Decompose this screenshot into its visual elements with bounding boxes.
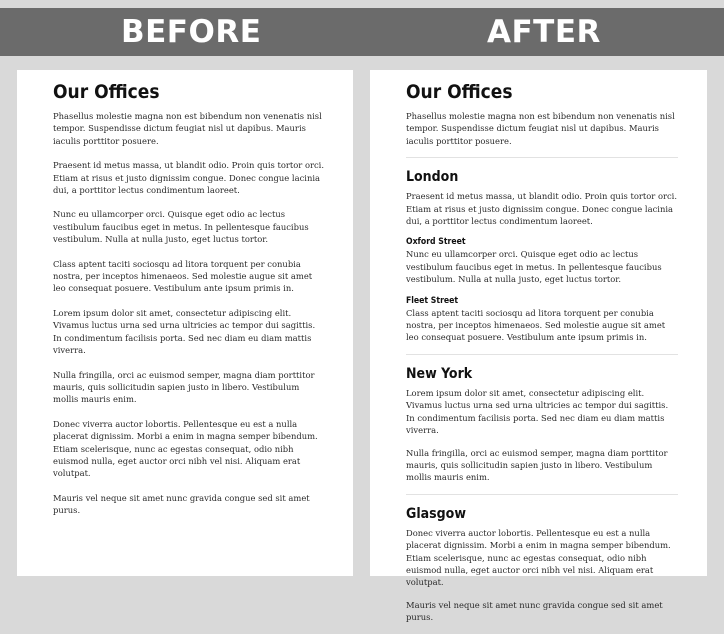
before-paragraph: Mauris vel neque sit amet nunc gravida congue sed sit amet purus. (53, 492, 310, 516)
oxford-street-paragraph: Nunc eu ullamcorper orci. Quisque eget odio ac lectus vestibulum faucibus eget in metus. In pellentesque faucibus vestibulum. Nulla at nulla justo, eget luctus tortor. (406, 249, 662, 285)
fleet-street-paragraph: Class aptent taciti sociosqu ad litora torquent per conubia nostra, per inceptos himenaeos. Sed molestie augue sit amet leo consequat posuere. Vestibulum ante ipsum primis in. (406, 307, 666, 343)
before-paragraph: Donec viverra auctor lobortis. Pellentesque eu est a nulla placerat dignissim. Morbi a enim in magna semper bibendum. Etiam scelerisque, nunc ac egestas consequat, odio nibh euismod nulla, eget auctor orci nibh vel nisi. Aliquam erat volutpat. (53, 418, 318, 479)
after-content (406, 80, 678, 634)
oxford-street-heading: Oxford Street (406, 237, 466, 248)
before-page (17, 70, 353, 576)
glasgow-section (406, 494, 678, 624)
fleet-street-heading: Fleet Street (406, 295, 459, 306)
glasgow-paragraph: Donec viverra auctor lobortis. Pellentesque eu est a nulla placerat dignissim. Morbi a enim in magna semper bibendum. Etiam scelerisque, nunc ac egestas consequat, odio nibh euismod nulla, eget auctor orci nibh vel nisi. Aliquam erat volutpat. (406, 527, 671, 588)
after-page (370, 70, 707, 623)
new-york-paragraph: Lorem ipsum dolor sit amet, consectetur adipiscing elit. Vivamus luctus urna sed urna ultricies ac tempor dui sagittis. In condimentum facilisis porta. Sed nec diam eu diam mattis viverra. (406, 387, 669, 436)
comparison-header-bar (0, 8, 724, 56)
london-heading: London (406, 169, 459, 186)
london-section (406, 157, 678, 344)
glasgow-paragraph: Mauris vel neque sit amet nunc gravida congue sed sit amet purus. (406, 599, 663, 623)
before-paragraph: Lorem ipsum dolor sit amet, consectetur adipiscing elit. Vivamus luctus urna sed urna ultricies ac tempor dui sagittis. In condimentum facilisis porta. Sed nec diam eu diam mattis viverra. (53, 307, 316, 356)
before-paragraph: Praesent id metus massa, ut blandit odio. Proin quis tortor orci. Etiam at risus et justo dignissim congue. Donec congue lacinia dui, a porttitor lectus condimentum laoreet. (53, 160, 325, 196)
before-paragraph: Nulla fringilla, orci ac euismod semper, magna diam porttitor mauris, quis sollicitudin sapien justo in libero. Vestibulum mollis mauris enim. (53, 369, 315, 405)
before-page-title: Our Offices (53, 81, 160, 103)
london-paragraph: Praesent id metus massa, ut blandit odio. Proin quis tortor orci. Etiam at risus et justo dignissim congue. Donec congue lacinia dui, a porttitor lectus condimentum laoreet. (406, 191, 678, 227)
after-label: AFTER (487, 14, 601, 50)
after-intro-paragraph: Phasellus molestie magna non est bibendum non venenatis nisl tempor. Suspendisse dictum feugiat nisl ut dapibus. Mauris iaculis porttitor posuere. (406, 111, 675, 146)
before-paragraph: Class aptent taciti sociosqu ad litora torquent per conubia nostra, per inceptos himenaeos. Sed molestie augue sit amet leo consequat posuere. Vestibulum ante ipsum primis in. (53, 258, 313, 294)
new-york-paragraph: Nulla fringilla, orci ac euismod semper, magna diam porttitor mauris, quis sollicitudin sapien justo in libero. Vestibulum mollis mauris enim. (406, 447, 668, 483)
new-york-heading: New York (406, 365, 473, 382)
before-content (53, 80, 325, 529)
glasgow-heading: Glasgow (406, 505, 466, 522)
before-paragraph: Nunc eu ullamcorper orci. Quisque eget odio ac lectus vestibulum faucibus eget in metus. In pellentesque faucibus vestibulum. Nulla at nulla justo, eget luctus tortor. (53, 209, 309, 245)
new-york-section (406, 354, 678, 484)
before-label: BEFORE (121, 14, 262, 50)
after-page-title: Our Offices (406, 81, 513, 103)
before-paragraph: Phasellus molestie magna non est bibendum non venenatis nisl tempor. Suspendisse dictum feugiat nisl ut dapibus. Mauris iaculis porttitor posuere. (53, 111, 322, 146)
